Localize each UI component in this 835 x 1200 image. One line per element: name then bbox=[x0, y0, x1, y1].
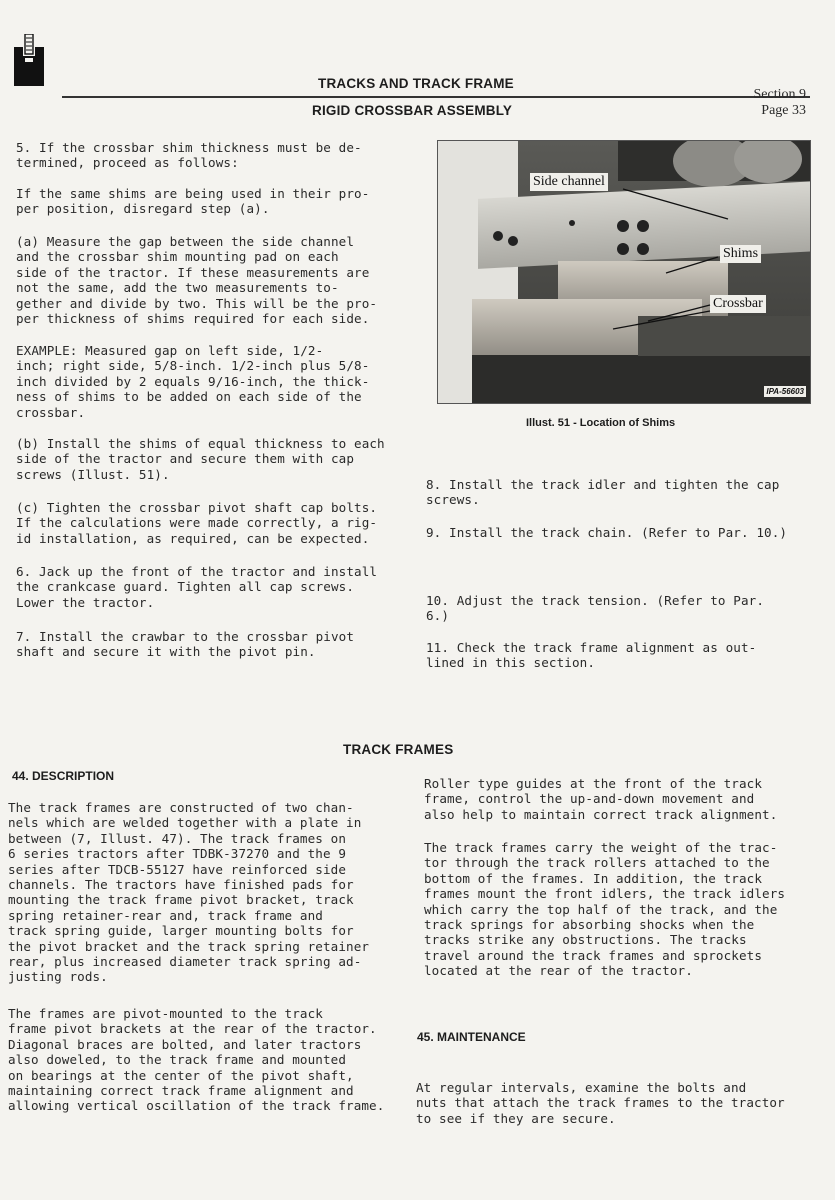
roller-guides-paragraph: Roller type guides at the front of the track frame, control the up-and-down movement and also help to maintain correct track alignment. bbox=[424, 776, 778, 822]
paragraph-step-10: 10. Adjust the track tension. (Refer to Par. 6.) bbox=[426, 593, 765, 624]
paragraph-step-c: (c) Tighten the crossbar pivot shaft cap bolts. If the calculations were made correctly, a rig- id installation, as required, can be expected. bbox=[16, 500, 378, 546]
header-rule bbox=[62, 96, 810, 98]
callout-shims: Shims bbox=[720, 245, 761, 263]
paragraph-step-5: 5. If the crossbar shim thickness must be de- termined, proceed as follows: bbox=[16, 140, 362, 171]
track-frames-heading: TRACK FRAMES bbox=[343, 742, 454, 757]
callout-crossbar: Crossbar bbox=[710, 295, 766, 313]
maintenance-paragraph: At regular intervals, examine the bolts and nuts that attach the track frames to the tractor to see if they are secure. bbox=[416, 1080, 785, 1126]
photo-code: IPA-56603 bbox=[766, 387, 804, 396]
shim-location-photo bbox=[437, 140, 811, 404]
paragraph-same-shims: If the same shims are being used in their pro- per position, disregard step (a). bbox=[16, 186, 370, 217]
section-number: Section 9 bbox=[753, 87, 806, 102]
paragraph-step-b: (b) Install the shims of equal thickness to each side of the tractor and secure them with cap screws (Illust. 51). bbox=[16, 436, 385, 482]
paragraph-step-9: 9. Install the track chain. (Refer to Par. 10.) bbox=[426, 525, 788, 540]
paragraph-step-11: 11. Check the track frame alignment as out- lined in this section. bbox=[426, 640, 757, 671]
description-heading: 44. DESCRIPTION bbox=[12, 769, 115, 783]
page-subtitle: RIGID CROSSBAR ASSEMBLY bbox=[312, 103, 513, 118]
maintenance-heading: 45. MAINTENANCE bbox=[417, 1030, 526, 1044]
paragraph-step-6: 6. Jack up the front of the tractor and install the crankcase guard. Tighten all cap screws. Lower the tractor. bbox=[16, 564, 378, 610]
page-title: TRACKS AND TRACK FRAME bbox=[318, 76, 514, 91]
callout-side-channel: Side channel bbox=[530, 173, 608, 191]
page-number: Page 33 bbox=[761, 103, 806, 118]
callout-leader-lines bbox=[438, 141, 810, 403]
description-paragraph-1: The track frames are constructed of two chan- nels which are welded together with a plate in between (7, Illust. 47). The track frames on 6 series tractors after TDBK-37270 and the 9 series after TDCB-55127 have reinforced side channels. The tractors have finished pads for mounting the track frame pivot bracket, track spring retainer-rear and, track frame and track spring guide, larger mounting bolts for the pivot bracket and the track spring retainer rear, plus increased diameter track spring ad- justing rods. bbox=[8, 800, 370, 985]
paragraph-step-7: 7. Install the crawbar to the crossbar pivot shaft and secure it with the pivot pin. bbox=[16, 629, 355, 660]
paragraph-step-8: 8. Install the track idler and tighten the cap screws. bbox=[426, 477, 780, 508]
figure-caption: Illust. 51 - Location of Shims bbox=[526, 417, 676, 429]
description-paragraph-2: The frames are pivot-mounted to the track frame pivot brackets at the rear of the tractor. Diagonal braces are bolted, and later tractors also doweled, to the track frame and mounted on bearings at the center of the pivot shaft, maintaining correct track frame alignment and allowing vertical oscillation of the track frame. bbox=[8, 1006, 385, 1114]
paragraph-step-a: (a) Measure the gap between the side channel and the crossbar shim mounting pad on each side of the tractor. If these measurements are not the same, add the two measurements to- gether and divide by two. This will be the pro- per thickness of shims required for each side. bbox=[16, 234, 378, 327]
ih-logo bbox=[14, 34, 44, 86]
track-frames-weight-paragraph: The track frames carry the weight of the trac- tor through the track rollers attached to the bottom of the frames. In addition, the track frames mount the front idlers, the track idlers which carry the top half of the track, and the track springs for absorbing shocks when the tracks strike any obstructions. The tracks travel around the track frames and sprockets located at the rear of the tractor. bbox=[424, 840, 786, 979]
paragraph-example: EXAMPLE: Measured gap on left side, 1/2- inch; right side, 5/8-inch. 1/2-inch plus 5/8- inch divided by 2 equals 9/16-inch, the thick- ness of shims to be added on each side of the crossbar. bbox=[16, 343, 370, 420]
